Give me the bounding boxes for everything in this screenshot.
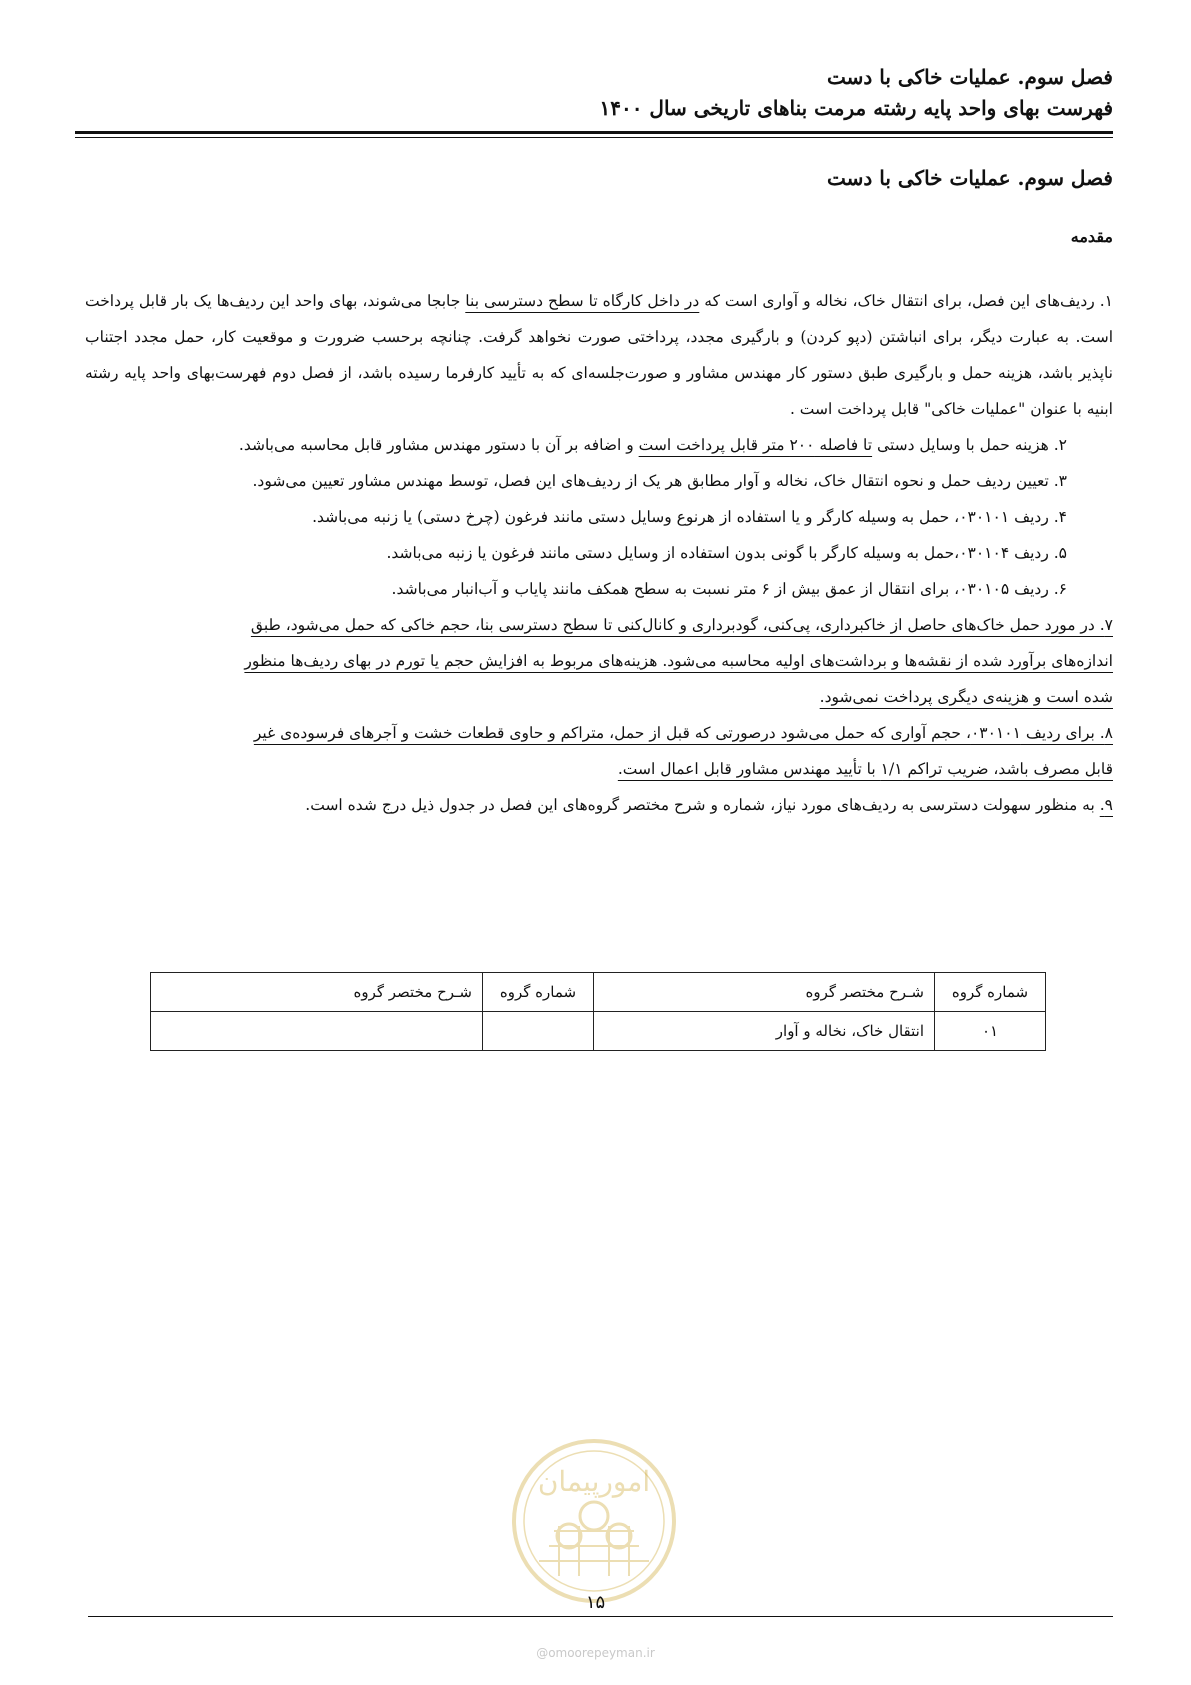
intro-heading: مقدمه xyxy=(1070,227,1113,246)
header-group-number: شماره گروه xyxy=(935,973,1046,1012)
item-7-line-3: شده است و هزینه‌ی دیگری پرداخت نمی‌شود. xyxy=(819,688,1113,706)
cell-group-description: انتقال خاک، نخاله و آوار xyxy=(594,1012,935,1051)
header-rule-thin xyxy=(75,137,1113,138)
item-2-rest: و اضافه بر آن با دستور مهندس مشاور قابل محاسبه می‌باشد. xyxy=(238,436,639,454)
header-group-number-2: شماره گروه xyxy=(483,973,594,1012)
item-2-lead: ۲. هزینه حمل با وسایل دستی xyxy=(872,436,1067,454)
paragraph-1-underlined: در داخل کارگاه تا سطح دسترسی بنا xyxy=(465,292,700,310)
header-chapter: فصل سوم. عملیات خاکی با دست xyxy=(827,65,1113,89)
item-3: ۳. تعیین ردیف حمل و نحوه انتقال خاک، نخاله و آوار مطابق هر یک از ردیف‌های این فصل، توسط مهندس مشاور تعیین می‌شود. xyxy=(252,472,1067,490)
item-9 xyxy=(85,787,1113,823)
header-subtitle: فهرست بهای واحد پایه رشته مرمت بناهای تاریخی سال ۱۴۰۰ xyxy=(599,96,1113,120)
item-7-line-2: اندازه‌های برآورد شده از نقشه‌ها و برداشت‌های اولیه محاسبه می‌شود. هزینه‌های مربوط به افزایش حجم یا تورم در بهای ردیف‌ها منظور xyxy=(244,652,1113,670)
paragraph-1 xyxy=(85,283,1113,427)
cell-group-number-2 xyxy=(483,1012,594,1051)
item-9-rest: به منظور سهولت دسترسی به ردیف‌های مورد نیاز، شماره و شرح مختصر گروه‌های این فصل در جدول ذیل درج شده است. xyxy=(305,796,1100,814)
cell-group-number: ۰۱ xyxy=(935,1012,1046,1051)
running-header xyxy=(73,62,1113,124)
header-group-description-2: شـرح مختصر گروه xyxy=(151,973,483,1012)
page-number: ۱۵ xyxy=(585,1592,606,1613)
cell-group-description-2 xyxy=(151,1012,483,1051)
chapter-title: فصل سوم. عملیات خاکی با دست xyxy=(827,166,1113,190)
item-6: ۶. ردیف ۰۳۰۱۰۵، برای انتقال از عمق بیش از ۶ متر نسبت به سطح همکف مانند پایاب و آب‌انبار می‌باشد. xyxy=(391,580,1067,598)
paragraph-1-lead: ۱. ردیف‌های این فصل، برای انتقال خاک، نخاله و آواری است که xyxy=(699,292,1113,310)
watermark-logo xyxy=(509,1436,679,1606)
item-7-line-1: ۷. در مورد حمل خاک‌های حاصل از خاکبرداری، پی‌کنی، گودبرداری و کانال‌کنی تا سطح دسترسی بنا، حجم خاکی که حمل می‌شود، طبق xyxy=(250,616,1113,634)
table-header-row xyxy=(151,973,1046,1012)
item-5: ۵. ردیف ۰۳۰۱۰۴،حمل به وسیله کارگر با گونی بدون استفاده از وسایل دستی مانند فرغون یا زنبه می‌باشد. xyxy=(386,544,1067,562)
item-2-underlined: تا فاصله ۲۰۰ متر قابل پرداخت است xyxy=(638,436,873,454)
footer-rule xyxy=(88,1616,1113,1617)
item-9-number: ۹. xyxy=(1099,796,1113,814)
site-watermark: @omoorepeyman.ir xyxy=(536,1646,655,1660)
item-8-line-2: قابل مصرف باشد، ضریب تراکم ۱/۱ با تأیید مهندس مشاور قابل اعمال است. xyxy=(617,760,1113,778)
watermark-logo-text: امورپیمان xyxy=(537,1465,651,1498)
item-4: ۴. ردیف ۰۳۰۱۰۱، حمل به وسیله کارگر و یا استفاده از هرنوع وسایل دستی مانند فرغون (چرخ دستی) یا زنبه می‌باشد. xyxy=(312,508,1067,526)
paragraph-1-rest: جابجا می‌شوند، بهای واحد این ردیف‌ها یک بار قابل پرداخت است. به عبارت دیگر، برای انباشتن (دپو کردن) و بارگیری مجدد، پرداختی صورت نخواهد گرفت. چنانچه برحسب ضرورت و موقعیت کار، حمل مجدد اجتناب ناپذیر باشد، هزینه حمل و بارگیری طبق دستور کار مهندس مشاور و صورت‌جلسه‌ای که به تأیید کارفرما رسیده باشد، از فصل دوم فهرست‌بهای واحد پایه رشته ابنیه با عنوان "عملیات خاکی" قابل پرداخت است . xyxy=(85,292,1113,418)
header-group-description: شـرح مختصر گروه xyxy=(594,973,935,1012)
intro-body xyxy=(85,283,1113,823)
header-rule-thick xyxy=(75,131,1113,134)
item-2 xyxy=(85,427,1067,463)
table-row xyxy=(151,1012,1046,1051)
item-8-line-1: ۸. برای ردیف ۰۳۰۱۰۱، حجم آواری که حمل می‌شود درصورتی که قبل از حمل، متراکم و حاوی قطعات خشت و آجرهای فرسوده‌ی غیر xyxy=(253,724,1113,742)
groups-table xyxy=(150,972,1046,1051)
